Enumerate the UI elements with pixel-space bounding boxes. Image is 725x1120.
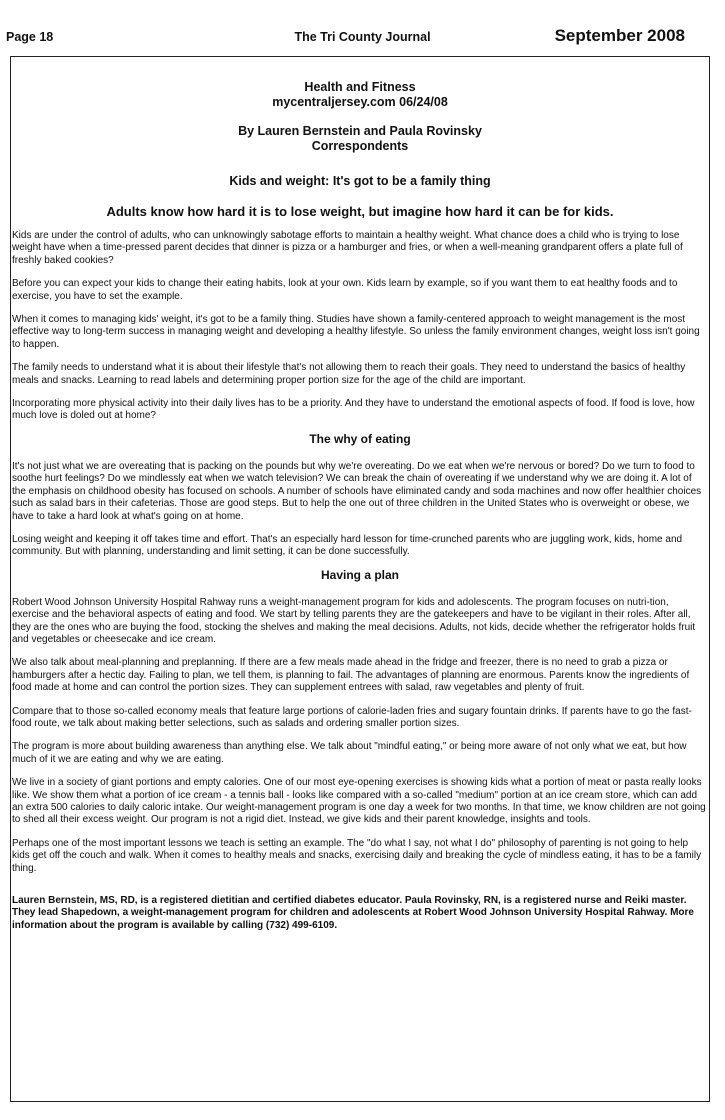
paragraph: We live in a society of giant portions and empty calories. One of our most eye-opening exercises is showing kids what a portion of meat or pasta really looks like. We show them what a portion of ice cream - a tennis ball - looks like compared with a so-called "medium" portion at an ice cream store, which can add an extra 500 calories to daily caloric intake. Our weight-management program is one day a week for two months. In that time, we know children are not going to shed all their excess weight. Our program is not a rigid diet. Instead, we give kids and their parent knowledge, insights and tools.: [12, 777, 706, 826]
paragraph: Perhaps one of the most important lessons we teach is setting an example. The "do what I say, not what I do" philosophy of parenting is not going to help kids get off the couch and walk. When it comes to healthy meals and snacks, exercising daily and breaking the cycle of mindless eating, it has to be a family thing.: [12, 837, 702, 874]
page-header: [0, 0, 725, 52]
article: [12, 80, 708, 932]
author-bio: Lauren Bernstein, MS, RD, is a registered dietitian and certified diabetes educator. Paula Rovinsky, RN, is a registered nurse and Reiki master. They lead Shapedown, a weight-management program for children and adolescents at Robert Wood Johnson University Hospital Rahway. More information about the program is available by calling (732) 499-6109.: [12, 895, 694, 931]
paragraph: It's not just what we are overeating that is packing on the pounds but why we're overeating. Do we eat when we're nervous or bored? Do we turn to food to soothe hurt feelings? Do we mindlessly eat when we watch television? We can break the chain of overeating if we understand why we are doing it. A lot of the emphasis on childhood obesity has focused on schools. A number of schools have eliminated candy and soda machines and now offer healthier choices such as salad bars in their cafeterias. Those are good steps. But to help the one out of three children in the United States who is overweight or obese, we have to take a hard look at what's going on at home.: [12, 460, 702, 522]
page-number: Page 18: [6, 30, 54, 44]
byline: By Lauren Bernstein and Paula Rovinsky: [238, 124, 482, 138]
issue-date: September 2008: [554, 26, 685, 45]
section-heading-having-a-plan: Having a plan: [320, 567, 400, 582]
byline-role: Correspondents: [311, 139, 409, 153]
publication-name: The Tri County Journal: [294, 30, 431, 44]
paragraph: When it comes to managing kids' weight, it's got to be a family thing. Studies have shown a family-centered approach to weight management is the most effective way to long-term success in managing weight and developing a healthy lifestyle. So unless the family environment changes, weight loss isn't going to happen.: [12, 314, 700, 350]
paragraph: Kids are under the control of adults, who can unknowingly sabotage efforts to maintain a healthy weight. What chance does a child who is trying to lose weight have when a time-pressed parent decides that dinner is pizza or a hamburger and fries, or when a well-meaning grandparent offers a plate full of freshly baked cookies?: [12, 230, 683, 266]
paragraph: Before you can expect your kids to change their eating habits, look at your own. Kids learn by example, so if you want them to eat healthy foods and to exercise, you have to set the example.: [12, 278, 678, 302]
article-kicker: Kids and weight: It's got to be a family thing: [229, 174, 491, 188]
section-heading-why-of-eating: The why of eating: [309, 431, 411, 446]
paragraph: Losing weight and keeping it off takes time and effort. That's an especially hard lesson for time-crunched parents who are juggling work, kids, home and community. But with planning, understanding and limit setting, it can be done successfully.: [12, 533, 683, 558]
paragraph: The program is more about building awareness than anything else. We talk about "mindful eating," or being more aware of not only what we eat, but how much of it we are eating and why we are eating.: [12, 741, 687, 765]
article-section: Health and Fitness: [304, 80, 416, 94]
article-deck: Adults know how hard it is to lose weight, but imagine how hard it can be for kids.: [106, 204, 614, 219]
paragraph: Compare that to those so-called economy meals that feature large portions of calorie-laden fries and sugary fountain drinks. If parents have to go the fast-food route, we talk about making better selections, such as salads and ordering smaller portion sizes.: [12, 705, 692, 729]
article-source: mycentraljersey.com 06/24/08: [272, 95, 448, 109]
paragraph: Incorporating more physical activity into their daily lives has to be a priority. And they have to understand the emotional aspects of food. If food is love, how much love is doled out at home?: [12, 398, 695, 422]
paragraph: We also talk about meal-planning and preplanning. If there are a few meals made ahead in the fridge and freezer, there is no need to grab a pizza or hamburgers after a hectic day. Failing to plan, we tell them, is planning to fail. The advantages of planning are enormous. Parents know the ingredients of food made at home and can control the portion sizes. They can supplement entrees with salad, raw vegetables and plenty of fruit.: [12, 657, 690, 694]
paragraph: Robert Wood Johnson University Hospital Rahway runs a weight-management program for kids and adolescents. The program focuses on nutri-tion, exercise and the behavioral aspects of eating and food. We start by telling parents they are the gatekeepers and have to be vigilant in their roles. After all, they are the ones who are buying the food, stocking the shelves and making the meal decisions. Adults, not kids, decide whether the refrigerator holds fruit and vegetables or cheesecake and ice cream.: [12, 596, 696, 645]
paragraph: The family needs to understand what it is about their lifestyle that's not allowing them to reach their goals. They need to understand the basics of healthy meals and snacks. Learning to read labels and determining proper portion size for the age of the child are important.: [12, 362, 686, 386]
